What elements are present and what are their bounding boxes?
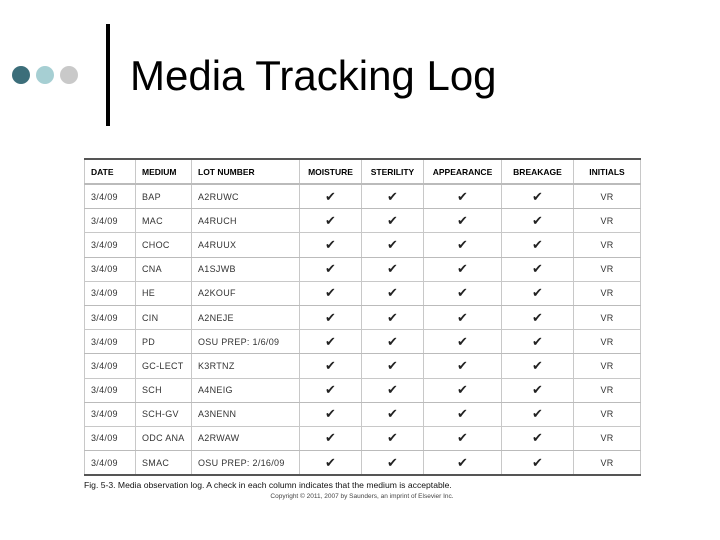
table-row (85, 378, 641, 402)
medium-cell: MAC (136, 209, 192, 233)
sterility-check-icon: ✔ (362, 233, 424, 257)
col-header-date: DATE (85, 159, 136, 184)
col-header-moisture: MOISTURE (300, 159, 362, 184)
date-cell: 3/4/09 (85, 330, 136, 354)
moisture-check-icon: ✔ (300, 184, 362, 209)
initials-cell: VR (574, 233, 641, 257)
sterility-check-icon: ✔ (362, 209, 424, 233)
figure-caption: Fig. 5-3. Media observation log. A check in each column indicates that the medium is acceptable. (84, 480, 452, 491)
date-cell: 3/4/09 (85, 233, 136, 257)
breakage-check-icon: ✔ (502, 209, 574, 233)
moisture-check-icon: ✔ (300, 257, 362, 281)
medium-cell: ODC ANA (136, 426, 192, 450)
breakage-check-icon: ✔ (502, 378, 574, 402)
breakage-check-icon: ✔ (502, 354, 574, 378)
lot-number-cell: A4NEIG (192, 378, 300, 402)
lot-number-cell: A2NEJE (192, 305, 300, 329)
date-cell: 3/4/09 (85, 305, 136, 329)
sterility-check-icon: ✔ (362, 402, 424, 426)
table-row (85, 354, 641, 378)
table-row (85, 257, 641, 281)
col-header-medium: MEDIUM (136, 159, 192, 184)
sterility-check-icon: ✔ (362, 281, 424, 305)
lot-number-cell: A3NENN (192, 402, 300, 426)
slide-title: Media Tracking Log (130, 52, 497, 99)
table-row (85, 451, 641, 476)
table-row (85, 426, 641, 450)
medium-cell: CNA (136, 257, 192, 281)
initials-cell: VR (574, 257, 641, 281)
initials-cell: VR (574, 378, 641, 402)
medium-cell: SCH-GV (136, 402, 192, 426)
appearance-check-icon: ✔ (424, 378, 502, 402)
medium-cell: SMAC (136, 451, 192, 476)
figure (84, 158, 640, 500)
breakage-check-icon: ✔ (502, 426, 574, 450)
initials-cell: VR (574, 451, 641, 476)
lot-number-cell: OSU PREP: 2/16/09 (192, 451, 300, 476)
sterility-check-icon: ✔ (362, 330, 424, 354)
initials-cell: VR (574, 209, 641, 233)
dot-gray (60, 66, 78, 84)
lot-number-cell: A4RUCH (192, 209, 300, 233)
medium-cell: CIN (136, 305, 192, 329)
breakage-check-icon: ✔ (502, 184, 574, 209)
appearance-check-icon: ✔ (424, 451, 502, 476)
title-divider (106, 24, 110, 126)
moisture-check-icon: ✔ (300, 426, 362, 450)
copyright-notice: Copyright © 2011, 2007 by Saunders, an imprint of Elsevier Inc. (270, 493, 454, 501)
table-row (85, 330, 641, 354)
sterility-check-icon: ✔ (362, 257, 424, 281)
breakage-check-icon: ✔ (502, 281, 574, 305)
appearance-check-icon: ✔ (424, 354, 502, 378)
date-cell: 3/4/09 (85, 281, 136, 305)
decorative-dots (12, 66, 78, 84)
lot-number-cell: A2RUWC (192, 184, 300, 209)
appearance-check-icon: ✔ (424, 281, 502, 305)
lot-number-cell: A2RWAW (192, 426, 300, 450)
breakage-check-icon: ✔ (502, 305, 574, 329)
col-header-appearance: APPEARANCE (424, 159, 502, 184)
medium-cell: GC-LECT (136, 354, 192, 378)
table-row (85, 184, 641, 209)
moisture-check-icon: ✔ (300, 233, 362, 257)
medium-cell: SCH (136, 378, 192, 402)
breakage-check-icon: ✔ (502, 257, 574, 281)
dot-dark (12, 66, 30, 84)
date-cell: 3/4/09 (85, 451, 136, 476)
col-header-breakage: BREAKAGE (502, 159, 574, 184)
col-header-initials: INITIALS (574, 159, 641, 184)
moisture-check-icon: ✔ (300, 281, 362, 305)
table-row (85, 281, 641, 305)
initials-cell: VR (574, 184, 641, 209)
initials-cell: VR (574, 305, 641, 329)
breakage-check-icon: ✔ (502, 451, 574, 476)
table-row (85, 305, 641, 329)
sterility-check-icon: ✔ (362, 184, 424, 209)
medium-cell: PD (136, 330, 192, 354)
medium-cell: BAP (136, 184, 192, 209)
appearance-check-icon: ✔ (424, 330, 502, 354)
date-cell: 3/4/09 (85, 184, 136, 209)
moisture-check-icon: ✔ (300, 305, 362, 329)
breakage-check-icon: ✔ (502, 330, 574, 354)
date-cell: 3/4/09 (85, 426, 136, 450)
col-header-lot-number: LOT NUMBER (192, 159, 300, 184)
table-header-row (85, 159, 641, 184)
appearance-check-icon: ✔ (424, 233, 502, 257)
table-row (85, 209, 641, 233)
table-row (85, 402, 641, 426)
lot-number-cell: A2KOUF (192, 281, 300, 305)
initials-cell: VR (574, 281, 641, 305)
sterility-check-icon: ✔ (362, 451, 424, 476)
appearance-check-icon: ✔ (424, 426, 502, 450)
date-cell: 3/4/09 (85, 354, 136, 378)
sterility-check-icon: ✔ (362, 426, 424, 450)
medium-cell: CHOC (136, 233, 192, 257)
appearance-check-icon: ✔ (424, 257, 502, 281)
lot-number-cell: A4RUUX (192, 233, 300, 257)
date-cell: 3/4/09 (85, 209, 136, 233)
media-log-table (84, 158, 641, 476)
appearance-check-icon: ✔ (424, 209, 502, 233)
initials-cell: VR (574, 402, 641, 426)
appearance-check-icon: ✔ (424, 184, 502, 209)
lot-number-cell: OSU PREP: 1/6/09 (192, 330, 300, 354)
date-cell: 3/4/09 (85, 378, 136, 402)
table-body (85, 184, 641, 475)
initials-cell: VR (574, 354, 641, 378)
breakage-check-icon: ✔ (502, 402, 574, 426)
moisture-check-icon: ✔ (300, 451, 362, 476)
moisture-check-icon: ✔ (300, 378, 362, 402)
moisture-check-icon: ✔ (300, 209, 362, 233)
moisture-check-icon: ✔ (300, 354, 362, 378)
sterility-check-icon: ✔ (362, 354, 424, 378)
table-row (85, 233, 641, 257)
dot-light-teal (36, 66, 54, 84)
sterility-check-icon: ✔ (362, 305, 424, 329)
sterility-check-icon: ✔ (362, 378, 424, 402)
breakage-check-icon: ✔ (502, 233, 574, 257)
lot-number-cell: A1SJWB (192, 257, 300, 281)
date-cell: 3/4/09 (85, 257, 136, 281)
lot-number-cell: K3RTNZ (192, 354, 300, 378)
appearance-check-icon: ✔ (424, 402, 502, 426)
initials-cell: VR (574, 426, 641, 450)
moisture-check-icon: ✔ (300, 402, 362, 426)
col-header-sterility: STERILITY (362, 159, 424, 184)
initials-cell: VR (574, 330, 641, 354)
appearance-check-icon: ✔ (424, 305, 502, 329)
date-cell: 3/4/09 (85, 402, 136, 426)
medium-cell: HE (136, 281, 192, 305)
moisture-check-icon: ✔ (300, 330, 362, 354)
